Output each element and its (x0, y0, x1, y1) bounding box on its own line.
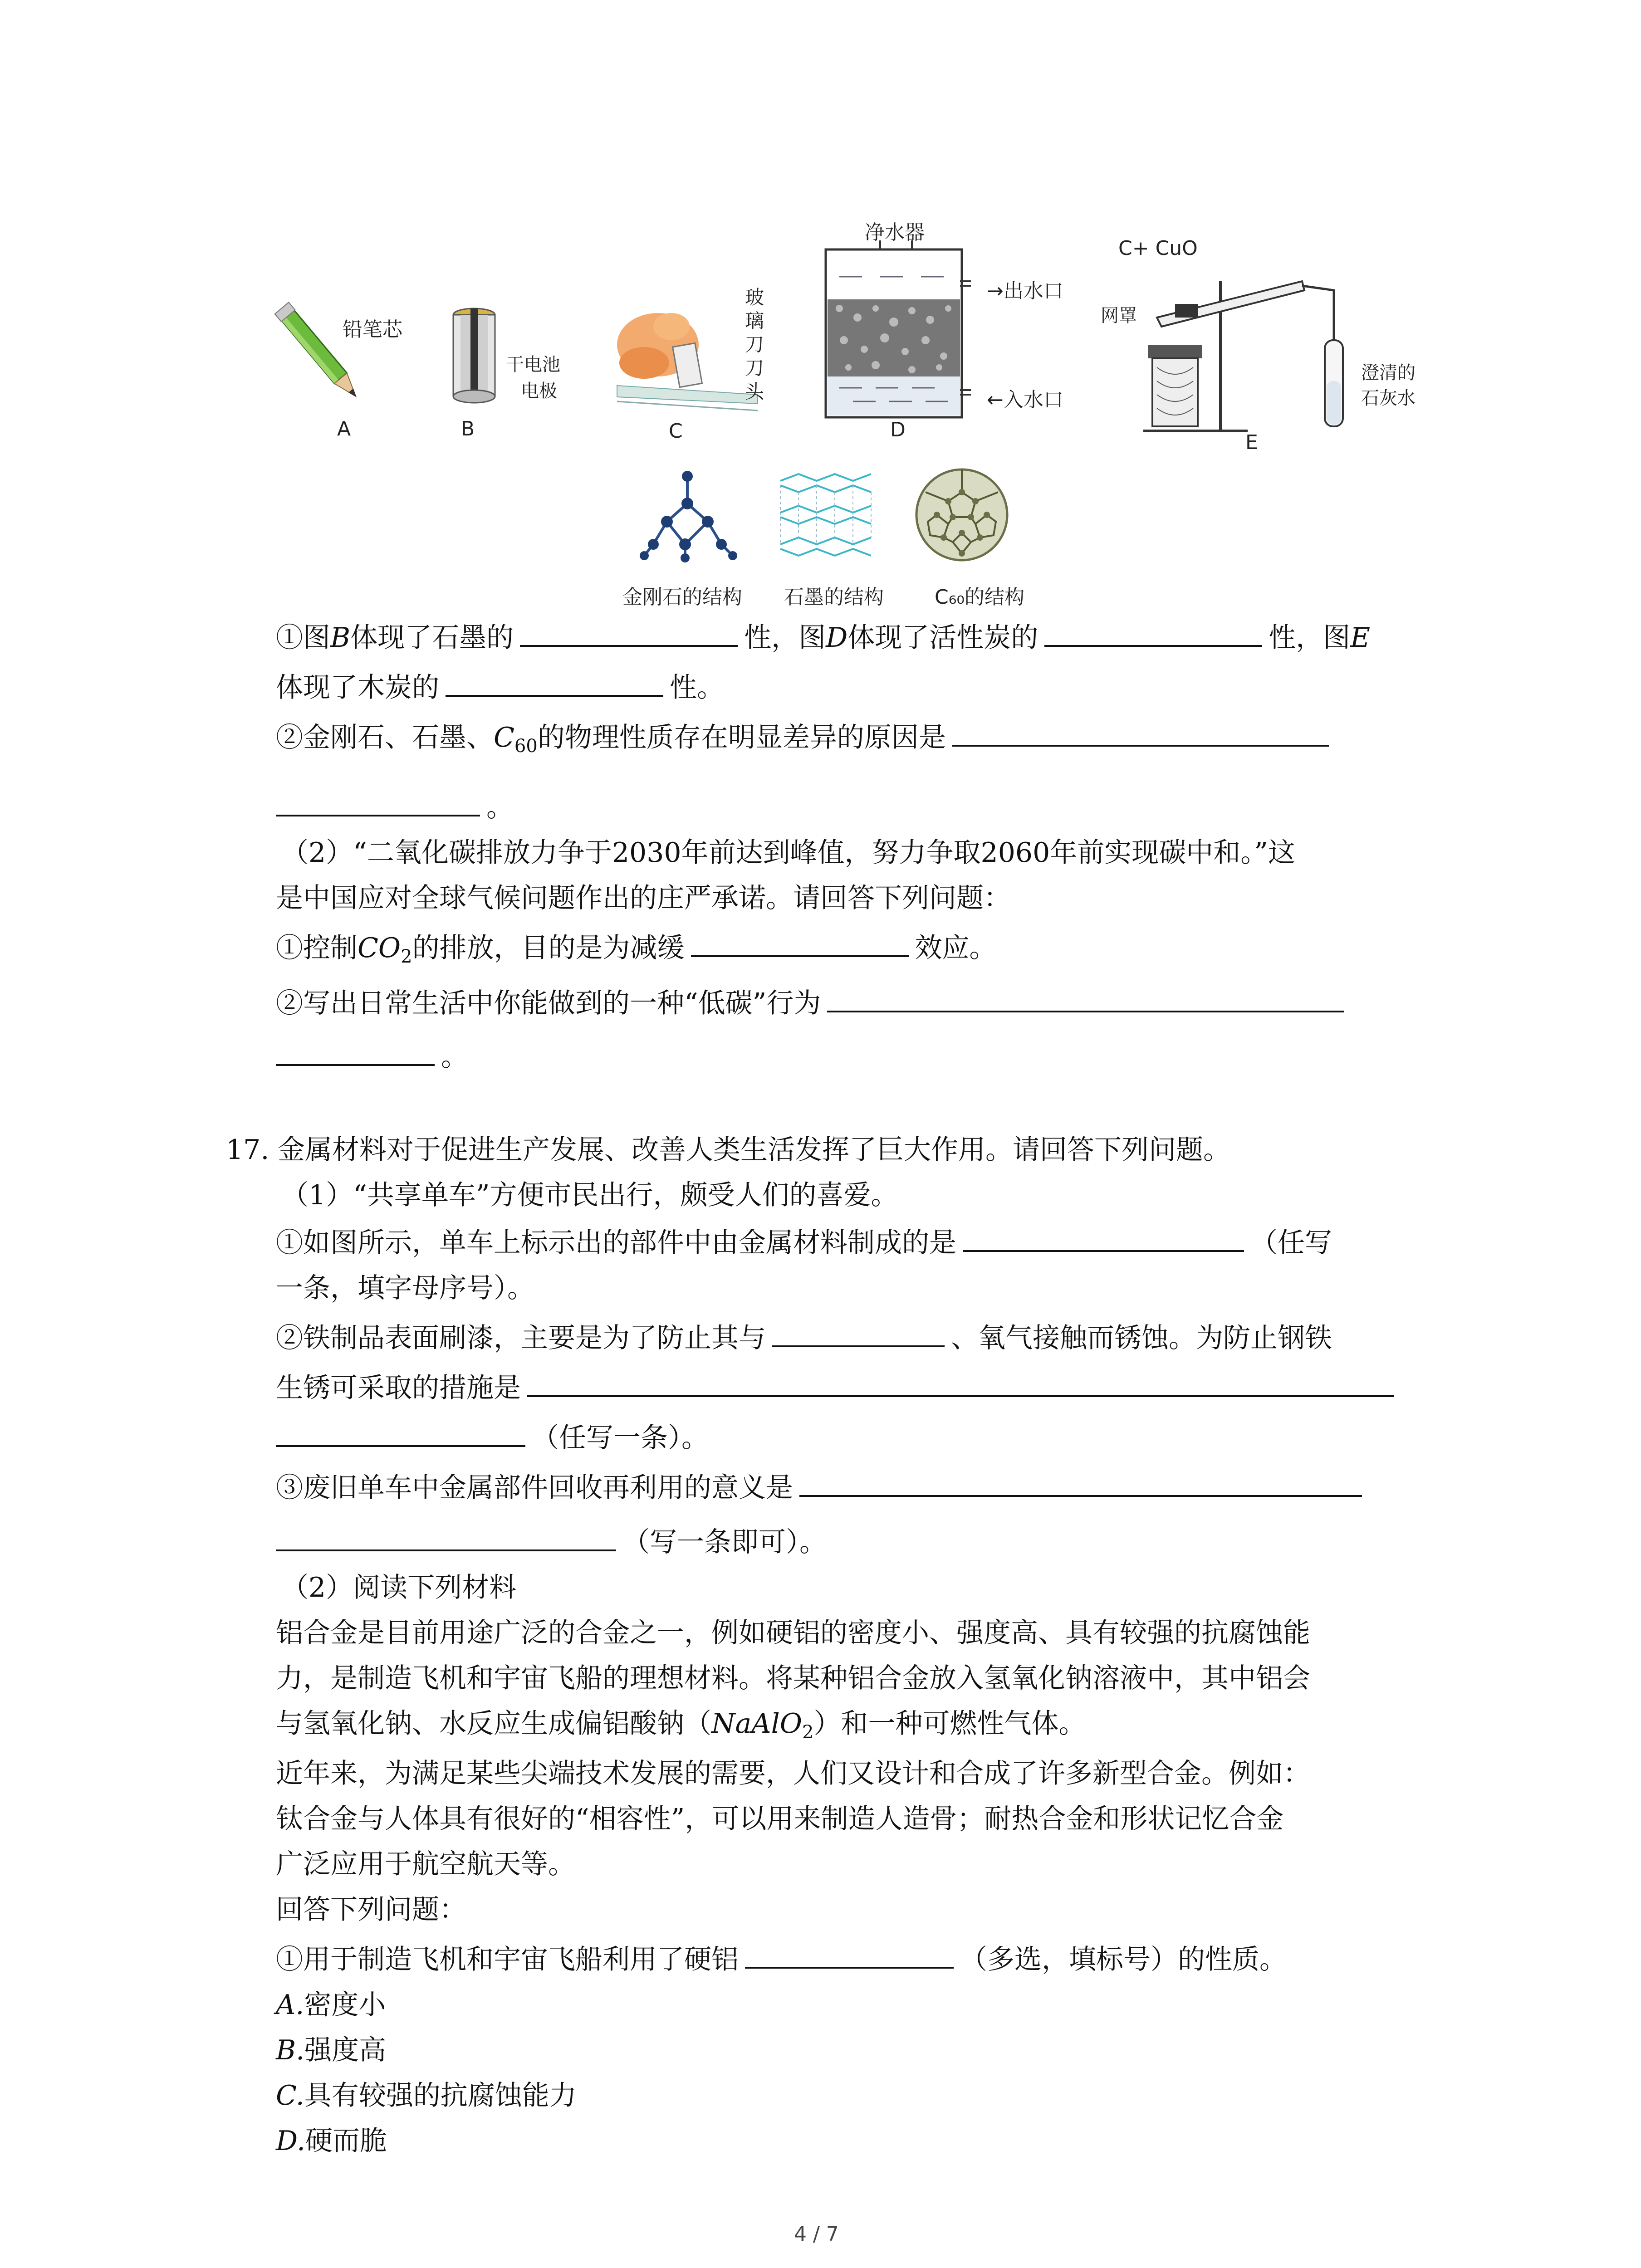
q17-s2-q1: ①用于制造飞机和宇宙飞船利用了硬铝 （多选，填标号）的性质。 (276, 1941, 1287, 1978)
answer-blank-6[interactable] (691, 930, 909, 957)
graphite-structure (771, 467, 880, 562)
answer-blank-14[interactable] (276, 1524, 616, 1551)
q17-option-a[interactable]: A.密度小 (276, 1989, 386, 2021)
c60-structure-caption: C₆₀的结构 (935, 586, 1024, 609)
answer-blank-2[interactable] (1044, 620, 1262, 647)
q17-option-c[interactable]: C.具有较强的抗腐蚀能力 (276, 2080, 577, 2112)
glass-cutter-icon (608, 295, 762, 422)
q16-s2-line-1: （2）“二氧化碳排放力争于2030年前达到峰值，努力争取2060年前实现碳中和。”这 (281, 837, 1295, 869)
q16-line-4: 。 (276, 789, 514, 826)
q17-material-6: 广泛应用于航空航天等。 (276, 1848, 575, 1880)
figure-d-water-purifier (821, 240, 971, 422)
figure-c-glass-cutter (608, 295, 762, 422)
figure-e-title: C+ CuO (1118, 237, 1198, 260)
figure-e-mesh-label: 网罩 (1101, 305, 1137, 326)
q17-material-3: 与氢氧化钠、水反应生成偏铝酸钠（NaAlO$_2$）和一种可燃性气体。 (276, 1708, 1086, 1743)
graphite-structure-caption: 石墨的结构 (784, 586, 884, 609)
graphite-structure-icon (771, 467, 880, 562)
answer-blank-13[interactable] (799, 1470, 1362, 1497)
q17-answer-prompt: 回答下列问题： (276, 1894, 466, 1926)
c60-structure-icon (912, 465, 1012, 565)
figure-a-caption: 铅笔芯 (343, 318, 402, 341)
q17-material-2: 力，是制造飞机和宇宙飞船的理想材料。将某种铝合金放入氢氧化钠溶液中，其中铝会 (276, 1662, 1310, 1694)
water-purifier-icon (821, 240, 971, 422)
answer-blank-3[interactable] (446, 670, 663, 697)
figure-b-caption-2: 电极 (521, 381, 557, 401)
q16-s2-line-2: 是中国应对全球气候问题作出的庄严承诺。请回答下列问题： (276, 882, 1011, 914)
pencil-icon (272, 290, 377, 426)
q17-s1-q1-cont: 一条，填字母序号）。 (276, 1272, 534, 1304)
answer-blank-8[interactable] (276, 1039, 435, 1066)
figure-b-caption-1: 干电池 (506, 354, 560, 375)
answer-blank-9[interactable] (963, 1225, 1244, 1252)
q17-s1-q3-end: （写一条即可）。 (276, 1524, 827, 1560)
c60-structure (912, 465, 1012, 565)
diamond-structure (635, 467, 740, 562)
q17-material-5: 钛合金与人体具有很好的“相容性”，可以用来制造人造骨；耐热合金和形状记忆合金 (276, 1803, 1284, 1835)
q17-number: 17. (226, 1134, 269, 1166)
q16-line-3: ②金刚石、石墨、$C_{60}$的物理性质存在明显差异的原因是 (276, 719, 1335, 764)
q17-s1-q2: ②铁制品表面刷漆，主要是为了防止其与 、氧气接触而锈蚀。为防止钢铁 (276, 1320, 1332, 1356)
q17-material-4: 近年来，为满足某些尖端技术发展的需要，人们又设计和合成了许多新型合金。例如： (276, 1758, 1310, 1789)
q17-s1-q2-end: （任写一条）。 (276, 1420, 709, 1456)
figure-d-outlet-label: →出水口 (987, 279, 1063, 303)
diamond-structure-caption: 金刚石的结构 (622, 586, 742, 609)
q16-s2-q2-end: 。 (276, 1039, 468, 1075)
q17-intro: 金属材料对于促进生产发展、改善人类生活发挥了巨大作用。请回答下列问题。 (278, 1134, 1230, 1166)
page-number: 4 / 7 (794, 2223, 839, 2246)
q16-line-2: 体现了木炭的 性。 (276, 670, 724, 706)
answer-blank-15[interactable] (745, 1941, 954, 1969)
figure-d-label: D (890, 418, 906, 441)
answer-blank-10[interactable] (772, 1320, 945, 1347)
answer-blank-11[interactable] (527, 1370, 1394, 1397)
q17-option-b[interactable]: B.强度高 (276, 2034, 387, 2066)
q17-option-d[interactable]: D.硬而脆 (276, 2125, 387, 2157)
answer-blank-5[interactable] (276, 789, 480, 816)
figure-e-label: E (1245, 431, 1258, 454)
answer-blank-1[interactable] (520, 620, 738, 647)
q16-s2-q2: ②写出日常生活中你能做到的一种“低碳”行为 (276, 985, 1351, 1022)
answer-blank-12[interactable] (276, 1420, 525, 1447)
figure-c-caption: 玻璃刀刀头 (745, 286, 764, 403)
answer-blank-4[interactable] (952, 719, 1329, 747)
figure-b-label: B (461, 417, 475, 440)
figure-e-limewater-2: 石灰水 (1361, 388, 1416, 409)
diamond-structure-icon (635, 467, 740, 562)
figure-e-limewater-1: 澄清的 (1361, 362, 1416, 383)
figure-b-battery (447, 304, 501, 408)
q17-s2: （2）阅读下列材料 (281, 1572, 517, 1603)
answer-blank-7[interactable] (827, 985, 1344, 1012)
battery-icon (447, 304, 501, 408)
arrow-left-icon: ← (987, 388, 1004, 411)
q17-s1-q3: ③废旧单车中金属部件回收再利用的意义是 (276, 1470, 1368, 1506)
figure-e-apparatus (1130, 263, 1347, 435)
figure-a-pencil (272, 290, 377, 426)
figure-d-inlet-label: ←入水口 (987, 388, 1063, 411)
q17-s1-q1: ①如图所示，单车上标示出的部件中由金属材料制成的是 （任写 (276, 1225, 1332, 1261)
figure-a-label: A (337, 417, 351, 440)
q17-material-1: 铝合金是目前用途广泛的合金之一，例如硬铝的密度小、强度高、具有较强的抗腐蚀能 (276, 1617, 1310, 1649)
figure-d-title: 净水器 (865, 221, 925, 244)
q17-s1-q2-cont: 生锈可采取的措施是 (276, 1370, 1400, 1406)
q17-s1: （1）“共享单车”方便市民出行，颇受人们的喜爱。 (281, 1179, 898, 1211)
q16-s2-q1: ①控制$CO_2$的排放，目的是为减缓 效应。 (276, 930, 997, 975)
q16-line-1: ①图B体现了石墨的 性，图D体现了活性炭的 性，图E (276, 620, 1370, 656)
figure-c-label: C (669, 420, 683, 443)
heating-apparatus-icon (1130, 263, 1347, 435)
arrow-right-icon: → (987, 279, 1004, 303)
